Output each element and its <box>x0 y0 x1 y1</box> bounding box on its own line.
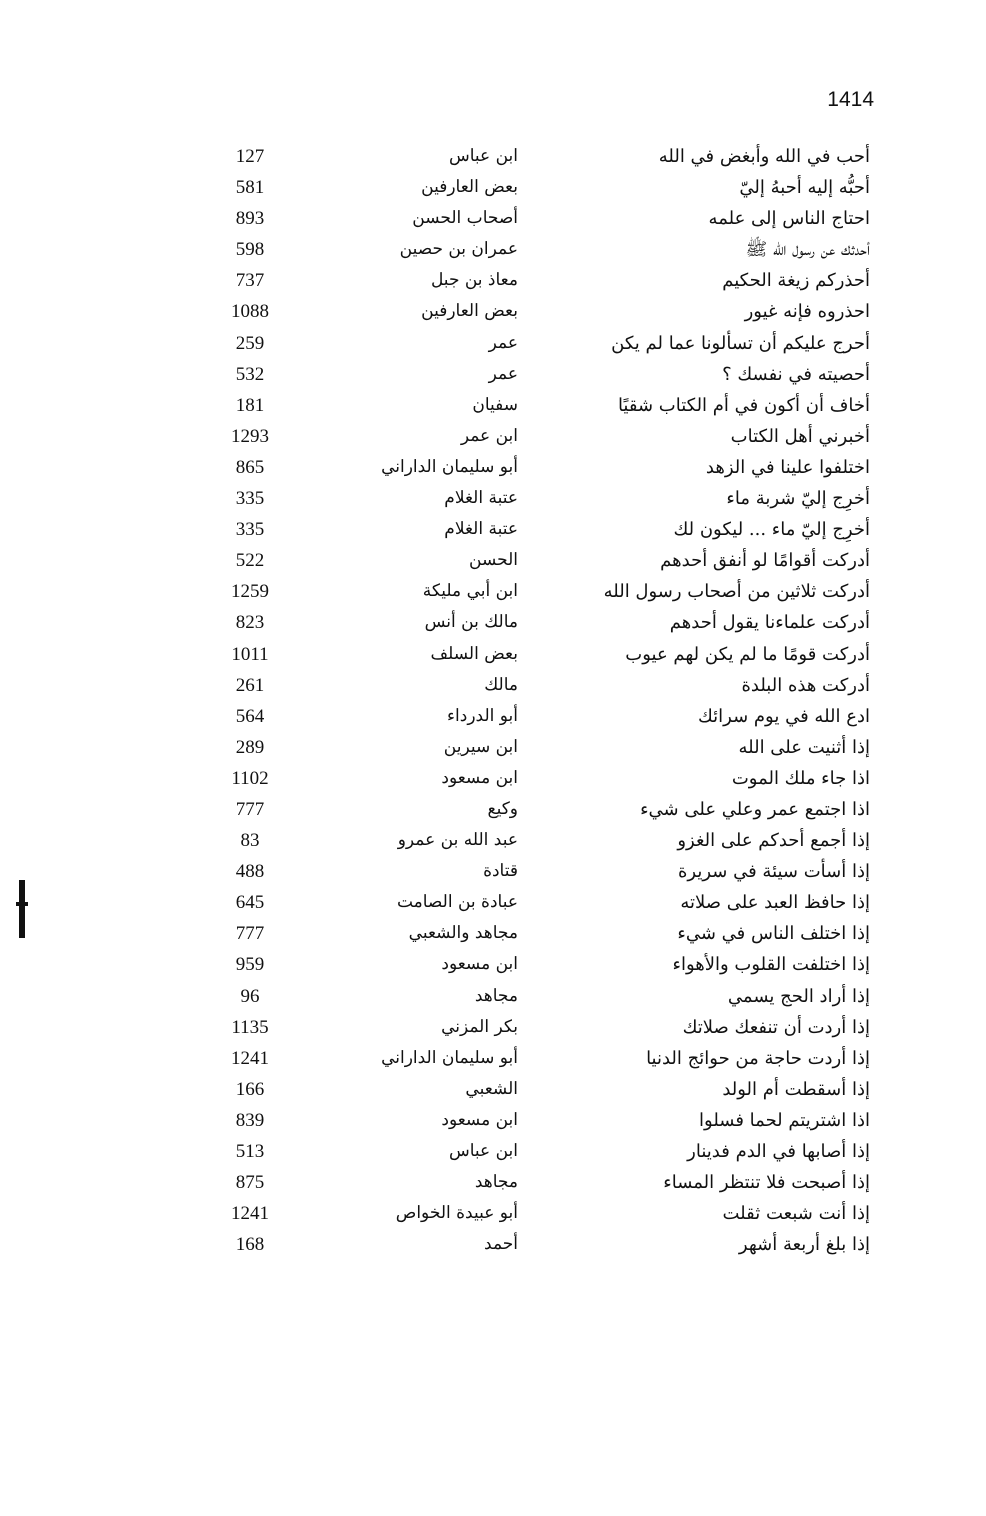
index-row <box>180 949 870 980</box>
index-narrator: ابن مسعود <box>441 767 518 788</box>
index-phrase: إذا اختلف الناس في شيء <box>677 923 870 945</box>
index-phrase: إذا اختلفت القلوب والأهواء <box>672 954 870 976</box>
index-narrator: بعض العارفين <box>421 301 518 322</box>
index-narrator: ابن عباس <box>448 146 518 166</box>
index-narrator: مالك <box>484 674 518 695</box>
index-row <box>180 203 870 234</box>
index-phrase: أخرِج إليّ شربة ماء <box>726 488 870 510</box>
index-phrase: إذا أسأت سيئة في سريرة <box>677 861 870 883</box>
index-row <box>180 328 870 359</box>
index-phrase: اذا اجتمع عمر وعلي على شيء <box>640 798 870 820</box>
index-row <box>180 794 870 825</box>
index-page-ref: 645 <box>235 892 265 914</box>
index-narrator: عتبة الغلام <box>444 488 518 509</box>
index-row <box>180 421 870 452</box>
page-number: 1414 <box>827 88 874 111</box>
index-narrator: ابن مسعود <box>441 954 518 975</box>
index-page-ref: 83 <box>240 830 260 852</box>
index-phrase: إذا أردت أن تنفعك صلاتك <box>682 1016 870 1038</box>
index-narrator: عمر <box>488 332 518 353</box>
index-row <box>180 918 870 949</box>
index-narrator: قتادة <box>483 861 518 882</box>
index-row <box>180 172 870 203</box>
index-page-ref: 1088 <box>231 301 269 323</box>
index-narrator: مجاهد <box>474 985 518 1006</box>
index-phrase: أدركت قومًا ما لم يكن لهم عيوب <box>625 643 870 665</box>
index-page-ref: 865 <box>235 456 265 478</box>
index-row <box>180 1167 870 1198</box>
index-phrase: إذا أراد الحج يسمي <box>727 985 870 1007</box>
index-phrase: إذا أثنيت على الله <box>738 736 870 758</box>
index-page-ref: 777 <box>235 923 265 945</box>
index-row <box>180 576 870 607</box>
index-page-ref: 1293 <box>231 425 269 447</box>
index-phrase: أخرِج إليّ ماء ... ليكون لك <box>673 519 870 541</box>
index-phrase: أخاف أن أكون في أم الكتاب شقيًا <box>617 394 870 416</box>
index-page-ref: 96 <box>240 985 260 1007</box>
index-page-ref: 1241 <box>231 1203 269 1225</box>
index-phrase: ادع الله في يوم سرائك <box>698 705 870 727</box>
index-narrator: بعض العارفين <box>421 177 518 198</box>
index-page-ref: 737 <box>235 270 265 292</box>
index-page-ref: 522 <box>235 550 265 572</box>
index-row <box>180 1229 870 1260</box>
index-row <box>180 234 870 265</box>
index-phrase: اختلفوا علينا في الزهد <box>705 456 870 478</box>
index-page-ref: 166 <box>235 1078 265 1100</box>
index-phrase: اذا اشتريتم لحما فسلوا <box>699 1109 870 1131</box>
index-phrase: إذا أصابها في الدم فدينار <box>687 1141 870 1162</box>
index-page-ref: 1259 <box>231 581 269 603</box>
index-narrator: مجاهد والشعبي <box>408 923 518 944</box>
index-narrator: بكر المزني <box>441 1016 518 1037</box>
index-narrator: سفيان <box>472 394 518 415</box>
index-phrase: أدركت أقوامًا لو أنفق أحدهم <box>660 550 870 572</box>
index-row <box>180 390 870 421</box>
index-page-ref: 598 <box>235 239 265 261</box>
index-page-ref: 1102 <box>231 767 269 789</box>
index-narrator: أبو سليمان الداراني <box>381 1047 518 1068</box>
index-phrase: إذا أصبحت فلا تنتظر المساء <box>663 1172 870 1194</box>
index-row <box>180 856 870 887</box>
index-phrase: أخبرني أهل الكتاب <box>730 425 870 447</box>
index-row <box>180 359 870 390</box>
index-phrase: احذروه فإنه غيور <box>744 301 870 323</box>
index-narrator: أحمد <box>484 1234 518 1255</box>
index-page-ref: 893 <box>235 208 265 230</box>
index-narrator: عبادة بن الصامت <box>396 892 518 913</box>
index-page-ref: 1011 <box>231 643 269 665</box>
index-row <box>180 545 870 576</box>
index-narrator: أبو الدرداء <box>447 705 518 726</box>
index-row <box>180 265 870 296</box>
index-row <box>180 1105 870 1136</box>
index-narrator: بعض السلف <box>430 643 518 664</box>
index-narrator: ابن أبي مليكة <box>422 581 518 602</box>
index-row <box>180 1136 870 1167</box>
index-page-ref: 335 <box>235 519 265 541</box>
index-phrase: إذا حافظ العبد على صلاته <box>680 892 870 914</box>
index-page-ref: 335 <box>235 488 265 510</box>
index-row <box>180 981 870 1012</box>
index-phrase: احتاج الناس إلى علمه <box>708 208 870 230</box>
index-phrase: أحرج عليكم أن تسألونا عما لم يكن <box>611 332 870 354</box>
index-phrase: أحدثك عن رسول الله ﷺ <box>745 239 870 261</box>
index-row <box>180 701 870 732</box>
index-row <box>180 887 870 918</box>
index-phrase: أدركت هذه البلدة <box>741 674 870 696</box>
index-narrator: مجاهد <box>474 1172 518 1193</box>
index-page-ref: 581 <box>235 177 265 199</box>
index-row <box>180 483 870 514</box>
index-narrator: عتبة الغلام <box>444 519 518 540</box>
index-page-ref: 127 <box>235 146 265 167</box>
index-page-ref: 488 <box>235 861 265 883</box>
index-row <box>180 1012 870 1043</box>
index-page-ref: 959 <box>235 954 265 976</box>
index-page-ref: 168 <box>235 1234 265 1256</box>
index-page-ref: 181 <box>235 394 265 416</box>
index-page-ref: 839 <box>235 1109 265 1131</box>
index-phrase: إذا بلغ أربعة أشهر <box>738 1234 870 1256</box>
index-row <box>180 763 870 794</box>
index-narrator: ابن مسعود <box>441 1109 518 1130</box>
index-narrator: أبو سليمان الداراني <box>381 456 518 477</box>
index-narrator: ابن عمر <box>460 425 518 446</box>
index-narrator: ابن سيرين <box>443 736 518 757</box>
index-row <box>180 514 870 545</box>
index-row <box>180 1074 870 1105</box>
index-row <box>180 670 870 701</box>
index-row <box>180 1198 870 1229</box>
index-narrator: الحسن <box>469 550 518 571</box>
index-page-ref: 532 <box>235 363 265 385</box>
index-narrator: وكيع <box>487 798 518 819</box>
index-phrase: أحبُّه إليه أحبهُ إليّ <box>739 177 870 199</box>
index-narrator: ابن عباس <box>448 1141 518 1161</box>
index-page-ref: 1135 <box>231 1016 269 1038</box>
index-page-ref: 777 <box>235 798 265 820</box>
index-row <box>180 732 870 763</box>
index-phrase: أحذركم زيغة الحكيم <box>722 270 870 292</box>
index-page-ref: 261 <box>235 674 265 696</box>
index-narrator: مالك بن أنس <box>424 612 518 633</box>
index-phrase: أحصيته في نفسك ؟ <box>722 363 870 385</box>
index-page-ref: 513 <box>235 1141 265 1162</box>
index-page-ref: 875 <box>235 1172 265 1194</box>
index-row <box>180 452 870 483</box>
index-phrase: أدركت علماءنا يقول أحدهم <box>669 612 870 634</box>
index-phrase: أحب في الله وأبغض في الله <box>658 146 870 167</box>
index-row <box>180 825 870 856</box>
index-narrator: عمران بن حصين <box>399 239 518 260</box>
index-narrator: أبو عبيدة الخواص <box>395 1203 518 1224</box>
index-row <box>180 141 870 172</box>
margin-mark <box>19 880 25 938</box>
index-phrase: إذا أنت شبعت ثقلت <box>722 1203 870 1225</box>
index-row <box>180 296 870 327</box>
index-table <box>180 141 870 1260</box>
index-row <box>180 639 870 670</box>
index-row <box>180 607 870 638</box>
index-page-ref: 1241 <box>231 1047 269 1069</box>
index-page-ref: 259 <box>235 332 265 354</box>
index-narrator: الشعبي <box>465 1078 518 1099</box>
index-phrase: أدركت ثلاثين من أصحاب رسول الله <box>603 581 870 603</box>
index-narrator: أصحاب الحسن <box>412 208 518 229</box>
index-page-ref: 823 <box>235 612 265 634</box>
index-narrator: عبد الله بن عمرو <box>397 830 518 851</box>
index-page-ref: 564 <box>235 705 265 727</box>
index-phrase: اذا جاء ملك الموت <box>731 767 870 789</box>
index-phrase: إذا أجمع أحدكم على الغزو <box>677 830 870 852</box>
index-row <box>180 1043 870 1074</box>
index-page-ref: 289 <box>235 736 265 758</box>
index-narrator: معاذ بن جبل <box>430 270 518 291</box>
index-phrase: إذا أردت حاجة من حوائج الدنيا <box>646 1047 870 1069</box>
index-phrase: إذا أسقطت أم الولد <box>722 1078 870 1100</box>
index-narrator: عمر <box>488 363 518 384</box>
